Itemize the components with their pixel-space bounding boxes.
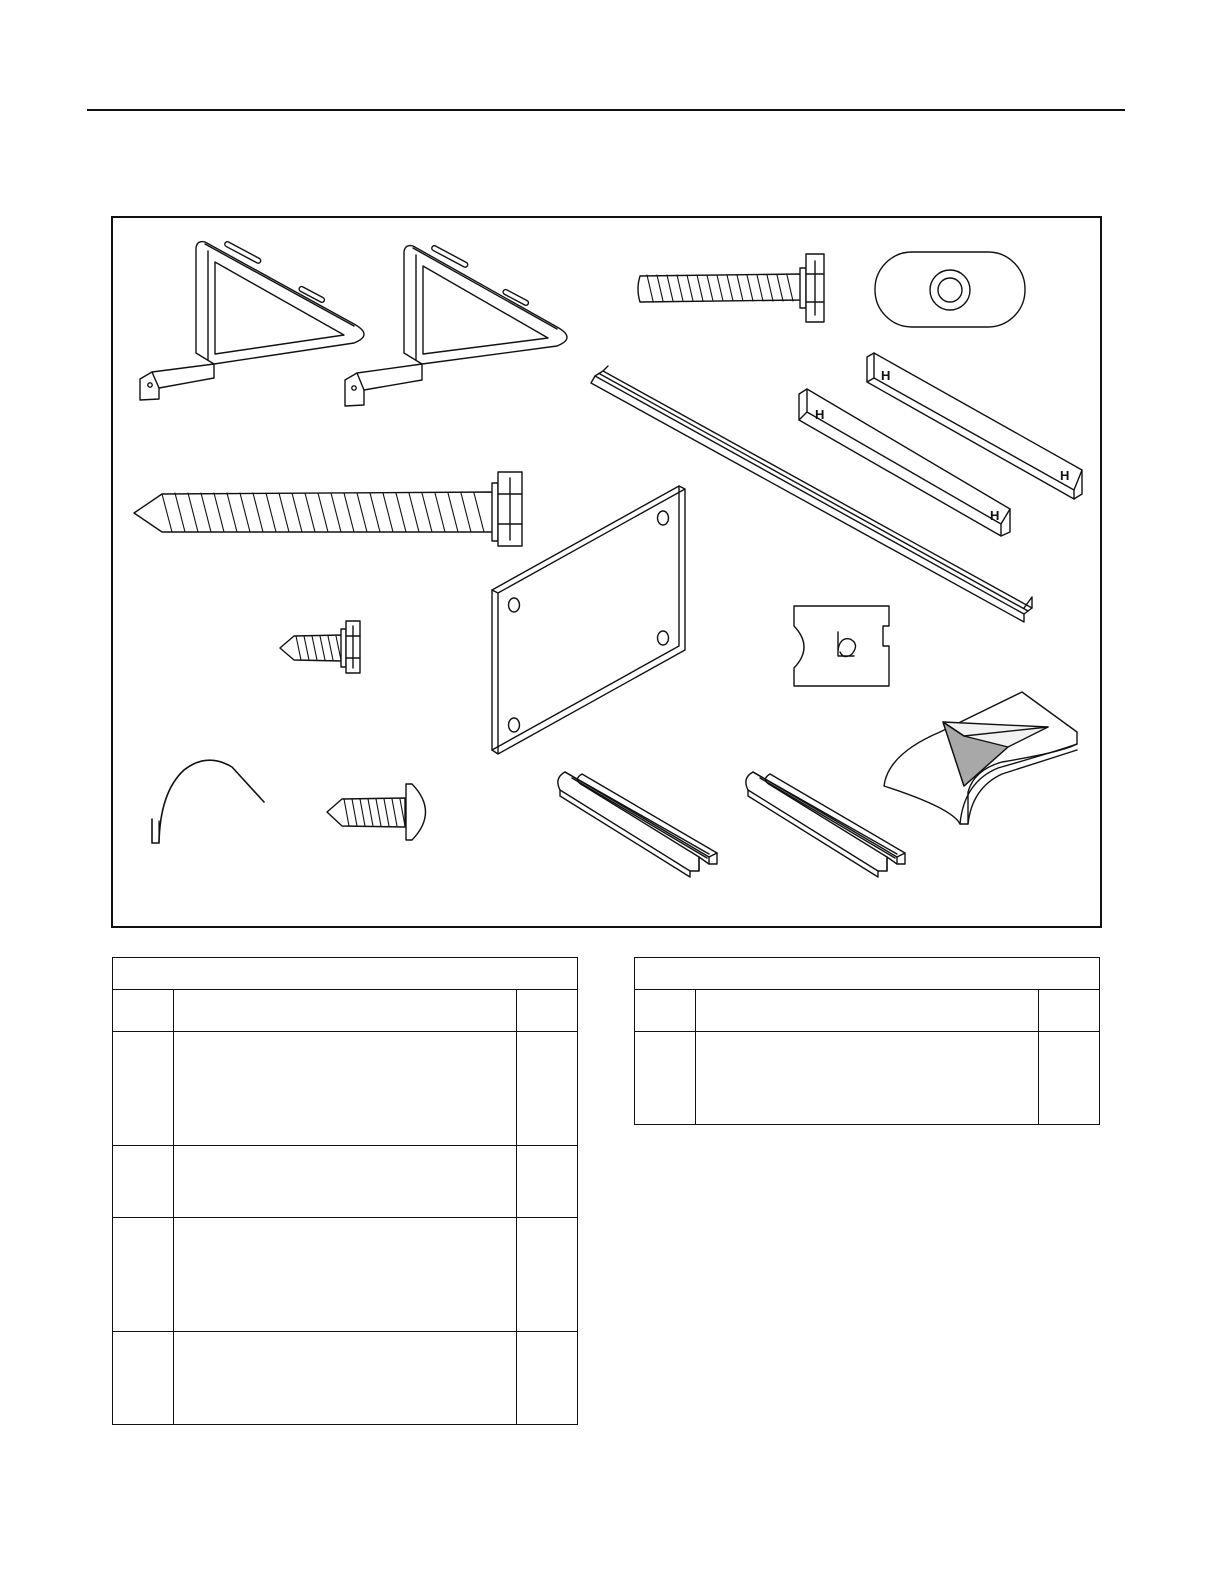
small-screw-icon — [280, 621, 360, 673]
column-header-key — [113, 990, 174, 1032]
row-description — [174, 1218, 517, 1332]
shelf-bracket-icon — [140, 241, 364, 400]
row-key — [113, 1032, 174, 1146]
u-channel-icon — [558, 772, 717, 877]
row-key — [635, 1032, 696, 1125]
row-key — [113, 1146, 174, 1218]
table-row — [113, 1218, 578, 1332]
oval-washer-icon — [875, 252, 1025, 327]
rail-mark: H — [1060, 468, 1070, 483]
row-qty — [517, 1218, 578, 1332]
row-qty — [517, 1146, 578, 1218]
column-header-description — [174, 990, 517, 1032]
row-qty — [1039, 1032, 1100, 1125]
table-row — [113, 1332, 578, 1425]
column-header-qty — [1039, 990, 1100, 1032]
hex-bolt-icon — [638, 254, 824, 322]
pan-head-screw-icon — [327, 784, 426, 840]
rail-mark: H — [881, 368, 891, 383]
parts-table-right — [634, 957, 1100, 1125]
parts-illustration — [111, 216, 1102, 928]
column-header-row — [113, 990, 578, 1032]
table-header-row — [113, 958, 578, 990]
adhesive-pad-icon — [884, 692, 1077, 824]
top-rule — [87, 109, 1125, 111]
row-key — [113, 1332, 174, 1425]
row-key — [113, 1218, 174, 1332]
parts-table-left — [112, 957, 578, 1425]
table-header — [113, 958, 578, 990]
lag-screw-icon — [134, 472, 522, 546]
column-header-qty — [517, 990, 578, 1032]
rail-mark: H — [990, 508, 1000, 523]
table-row — [113, 1146, 578, 1218]
column-header-description — [696, 990, 1039, 1032]
spacer-clip-icon — [794, 606, 889, 686]
table-header — [635, 958, 1100, 990]
table-row — [635, 1032, 1100, 1125]
row-description — [696, 1032, 1039, 1125]
table-header-row — [635, 958, 1100, 990]
row-qty — [517, 1032, 578, 1146]
shelf-bracket-icon — [345, 245, 567, 406]
table-row — [113, 1032, 578, 1146]
hook-icon — [152, 760, 264, 843]
row-description — [174, 1032, 517, 1146]
u-channel-icon — [746, 772, 905, 877]
rail-mark: H — [815, 407, 825, 422]
row-qty — [517, 1332, 578, 1425]
column-header-key — [635, 990, 696, 1032]
column-header-row — [635, 990, 1100, 1032]
row-description — [174, 1146, 517, 1218]
row-description — [174, 1332, 517, 1425]
